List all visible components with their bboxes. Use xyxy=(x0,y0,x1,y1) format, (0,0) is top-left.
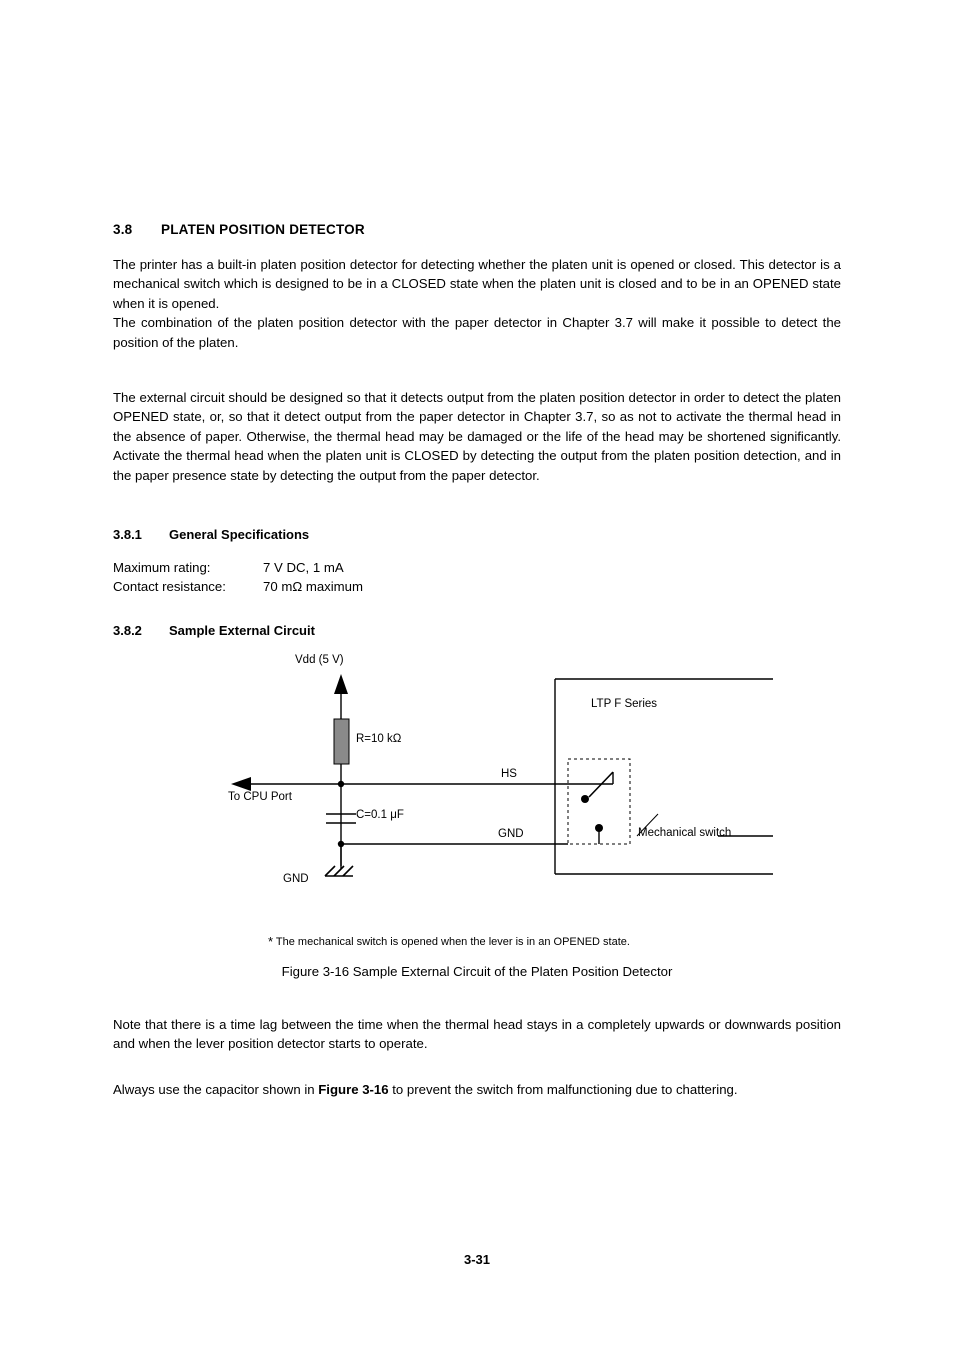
subsection-number: 3.8.1 xyxy=(113,527,142,543)
figure-caption: Figure 3-16 Sample External Circuit of the Platen Position Detector xyxy=(281,963,673,979)
section-number: 3.8 xyxy=(113,222,133,237)
label-hs: HS xyxy=(501,767,517,780)
section-heading xyxy=(113,222,841,237)
spec-label: Maximum rating: xyxy=(113,560,211,576)
spacer xyxy=(113,1070,841,1080)
capacitor-note-post: to prevent the switch from malfunctioning due to chattering. xyxy=(388,1081,738,1097)
spacer xyxy=(113,979,841,1015)
figure-footnote xyxy=(268,934,630,949)
figure-footnote-text: The mechanical switch is opened when the lever is in an OPENED state. xyxy=(275,935,630,948)
page-number-footer: 3-31 xyxy=(463,1252,491,1267)
label-gnd-middle: GND xyxy=(498,827,524,840)
spec-value: 7 V DC, 1 mA xyxy=(263,560,344,576)
paragraph-external-circuit: The external circuit should be designed so that it detects output from the platen position detector in order to detect the platen OPENED state, or, so that it detect output from the paper detector in Chapter 3.7, so as not to activate the thermal head in the absence of paper. Otherwise, the thermal head may be damaged or the life of the head may be shortened significantly. Activate the thermal head when the platen unit is CLOSED by detecting the output from the platen position detection, and in the paper presence state by detecting the output from the paper detector. xyxy=(113,390,841,483)
label-ltp-f-series: LTP F Series xyxy=(591,697,658,710)
paragraph-time-lag-note: Note that there is a time lag between the time when the thermal head stays in a completely upwards or downwards position and when the lever position detector starts to operate. xyxy=(113,1016,841,1052)
section-title: PLATEN POSITION DETECTOR xyxy=(161,222,365,237)
spacer xyxy=(113,501,841,527)
subsection-title: General Specifications xyxy=(169,527,310,543)
spec-row-contact-resistance xyxy=(113,577,841,596)
label-vdd: Vdd (5 V) xyxy=(295,653,344,666)
page-content xyxy=(113,222,841,1115)
figure-sample-external-circuit xyxy=(113,654,841,954)
figure-reference: Figure 3-16 xyxy=(318,1081,389,1097)
spec-value: 70 mΩ maximum xyxy=(263,579,363,595)
paragraph-intro-2: The combination of the platen position detector with the paper detector in Chapter 3.7 will make it possible to detect the position of the platen. xyxy=(113,315,841,350)
spec-label: Contact resistance: xyxy=(113,579,226,595)
spacer xyxy=(113,368,841,388)
spec-row-maximum-rating xyxy=(113,558,841,577)
spacer xyxy=(113,597,841,623)
subsection-number: 3.8.2 xyxy=(113,622,142,638)
label-capacitor: C=0.1 μF xyxy=(356,808,404,821)
circuit-diagram-svg xyxy=(113,654,841,934)
subsection-title: Sample External Circuit xyxy=(169,622,315,638)
label-gnd-left: GND xyxy=(283,872,309,885)
paragraph-capacitor-note xyxy=(113,1080,841,1099)
subsection-heading-sample-external-circuit xyxy=(113,623,841,638)
capacitor-note-pre: Always use the capacitor shown in xyxy=(113,1081,319,1097)
label-mechanical-switch: Mechanical switch xyxy=(638,826,732,839)
asterisk-icon: * xyxy=(268,933,274,949)
label-to-cpu-port: To CPU Port xyxy=(228,790,292,803)
paragraph-intro-1: The printer has a built-in platen position detector for detecting whether the platen unit is opened or closed. This detector is a mechanical switch which is designed to be in a CLOSED state when the platen unit is closed and to be in an OPENED state when it is opened. xyxy=(113,257,841,311)
subsection-heading-general-specifications xyxy=(113,527,841,542)
label-resistor: R=10 kΩ xyxy=(356,732,402,745)
